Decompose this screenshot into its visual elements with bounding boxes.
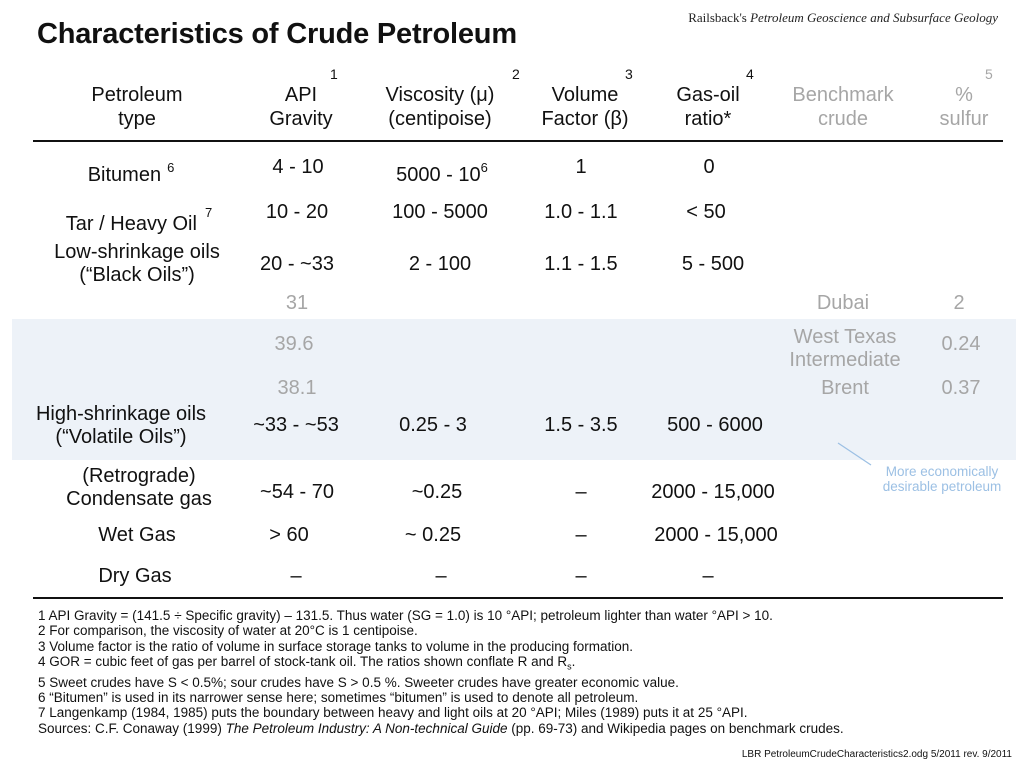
header-note-api: 1 [330, 66, 338, 82]
file-footer: LBR PetroleumCrudeCharacteristics2.odg 5/2011 rev. 9/2011 [741, 749, 1012, 760]
row-bitumen-viscosity: $5000 - 10^6$ [396, 160, 488, 186]
row-tar-viscosity: 100 - 5000 [392, 201, 488, 223]
header-rule [33, 140, 1003, 142]
row-volatile-oils-api: ~33 - ~53 [253, 414, 339, 436]
row-wti-crude: West Texas Intermediate [789, 326, 901, 371]
row-bitumen-type: Bitumen $^6$ [87, 160, 175, 186]
footnote-7: 7 Langenkamp (1984, 1985) puts the boundary between heavy and light oils at 20 °API; Miles (1989) puts it at 25 °API. [38, 705, 748, 721]
row-dry-gas-type: Dry Gas [98, 565, 172, 587]
row-bitumen-volume: 1 [575, 156, 587, 178]
footnote-3: 3 Volume factor is the ratio of volume in surface storage tanks to volume in the producing formation. [38, 638, 634, 654]
credit-book: Petroleum Geoscience and Subsurface Geology [750, 10, 998, 25]
header-api-gravity: API Gravity [269, 84, 333, 130]
row-brent-crude: Brent [821, 377, 869, 399]
footnotes [38, 608, 844, 736]
row-dry-gas-gor: – [702, 565, 714, 587]
footnote-1: 1 API Gravity = (141.5 ÷ Specific gravity) – 131.5. Thus water (SG = 1.0) is 10 °API; petroleum lighter than water °API > 10. [38, 608, 773, 623]
annotation-pointer-line [835, 440, 875, 470]
footnote-sources: Sources: C.F. Conaway (1999) The Petroleum Industry: A Non-technical Guide (pp. 69-73) and Wikipedia pages on benchmark crudes. [38, 720, 844, 736]
header-note-sulfur: 5 [985, 66, 993, 82]
footnote-2: 2 For comparison, the viscosity of water at 20°C is 1 centipoise. [38, 623, 418, 639]
row-condensate-api: ~54 - 70 [260, 481, 334, 503]
row-wet-gas-volume: – [575, 524, 587, 546]
row-tar-api: 10 - 20 [265, 201, 329, 223]
row-wet-gas-viscosity: ~ 0.25 [404, 524, 462, 546]
footnote-5: 5 Sweet crudes have S < 0.5%; sour crudes have S > 0.5 %. Sweeter crudes have greater economic value. [38, 674, 679, 690]
row-black-oils-api: 20 - ~33 [260, 253, 334, 275]
page-title: Characteristics of Crude Petroleum [37, 18, 517, 50]
row-condensate-gor: 2000 - 15,000 [651, 481, 775, 503]
row-tar-type: Tar / Heavy Oil$^7$ [65, 205, 213, 235]
annotation-economic: More economically desirable petroleum [882, 464, 1002, 494]
row-dry-gas-viscosity: – [435, 565, 447, 587]
row-condensate-volume: – [575, 481, 587, 503]
row-black-oils-type: Low-shrinkage oils (“Black Oils”) [54, 241, 220, 286]
credit-author: Railsback's [688, 10, 747, 25]
footnote-6: 6 “Bitumen” is used in its narrower sense here; sometimes “bitumen” is used to denote all petroleum. [38, 690, 639, 706]
header-note-viscosity: 2 [512, 66, 520, 82]
row-tar-volume: 1.0 - 1.1 [544, 201, 618, 223]
row-wet-gas-gor: 2000 - 15,000 [654, 524, 778, 546]
row-dry-gas-volume: – [575, 565, 587, 587]
row-dubai-sulfur: 2 [953, 292, 965, 314]
row-wet-gas-api: > 60 [269, 524, 309, 546]
header-note-volume: 3 [625, 66, 633, 82]
row-tar-gor: < 50 [686, 201, 726, 223]
row-wti-sulfur: 0.24 [941, 333, 981, 355]
table-bottom-rule [33, 597, 1003, 599]
row-dubai-api: 31 [285, 292, 309, 314]
row-wet-gas-type: Wet Gas [98, 524, 176, 546]
row-condensate-viscosity: ~0.25 [411, 481, 463, 503]
header-benchmark-crude: Benchmark crude [792, 84, 894, 130]
row-dubai-crude: Dubai [816, 292, 870, 314]
row-black-oils-viscosity: 2 - 100 [408, 253, 472, 275]
header-note-gor: 4 [746, 66, 754, 82]
header-volume-factor: Volume Factor (β) [541, 84, 629, 130]
row-wti-api: 39.6 [274, 333, 314, 355]
row-bitumen-api: 4 - 10 [272, 156, 324, 178]
row-condensate-type: (Retrograde) Condensate gas [66, 465, 212, 510]
row-dry-gas-api: – [290, 565, 302, 587]
row-brent-sulfur: 0.37 [941, 377, 981, 399]
row-brent-api: 38.1 [277, 377, 317, 399]
header-petroleum-type: Petroleum type [91, 84, 183, 130]
row-black-oils-volume: 1.1 - 1.5 [544, 253, 618, 275]
row-black-oils-gor: 5 - 500 [681, 253, 745, 275]
row-bitumen-gor: 0 [703, 156, 715, 178]
row-volatile-oils-type: High-shrinkage oils (“Volatile Oils”) [35, 403, 207, 448]
row-volatile-oils-viscosity: 0.25 - 3 [399, 414, 467, 436]
row-volatile-oils-volume: 1.5 - 3.5 [544, 414, 618, 436]
row-volatile-oils-gor: 500 - 6000 [667, 414, 763, 436]
header-sulfur: % sulfur [939, 84, 989, 130]
footnote-4: 4 GOR = cubic feet of gas per barrel of stock-tank oil. The ratios shown conflate R and $R_s$. [38, 653, 576, 672]
header-viscosity: Viscosity (μ) (centipoise) [385, 84, 495, 130]
credit-line [688, 10, 998, 26]
header-gas-oil-ratio: Gas-oil ratio* [676, 84, 740, 130]
